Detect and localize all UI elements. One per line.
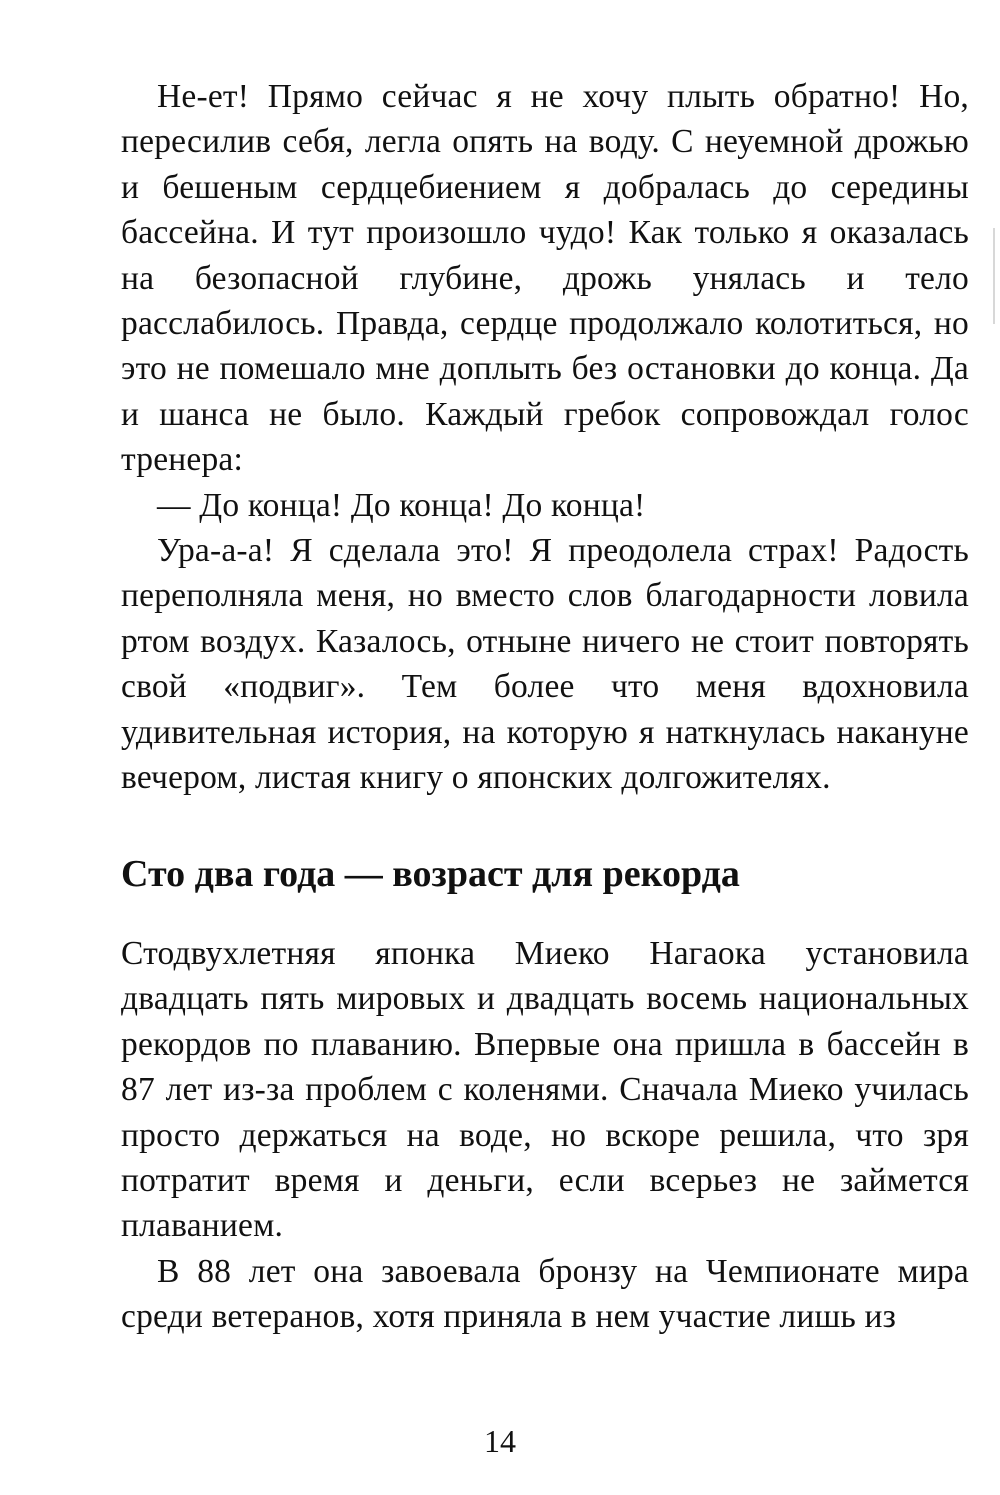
paragraph-coach-voice: — До конца! До конца! До конца! xyxy=(157,486,646,524)
section-heading: Сто два года — возраст для рекорда xyxy=(121,853,740,895)
paragraph-bronze-medal: В 88 лет она завоевала бронзу на Чемпионате мира среди ветеранов, хотя приняла в нем участие лишь из xyxy=(121,1252,969,1336)
paragraph-overcame-fear: Ура-а-а! Я сделала это! Я преодолела страх! Радость переполняла меня, но вместо слов благодарности ловила ртом воздух. Казалось, отныне ничего не стоит повторять свой «подвиг». Тем более что меня вдохновила удивительная история, на которую я наткнулась накануне вечером, листая книгу о японских долгожителях. xyxy=(121,532,969,797)
scan-edge-mark xyxy=(993,228,995,324)
page-number: 14 xyxy=(484,1423,516,1459)
body-text-top xyxy=(121,74,969,801)
paragraph-mieko-records: Стодвухлетняя японка Миеко Нагаока установила двадцать пять мировых и двадцать восемь национальных рекордов по плаванию. Впервые она пришла в бассейн в 87 лет из-за проблем с коленями. Сначала Миеко училась просто держаться на воде, но вскоре решила, что зря потратит время и деньги, если всерьез не займется плаванием. xyxy=(121,935,969,1245)
paragraph-swim-back: Не-ет! Прямо сейчас я не хочу плыть обратно! Но, пересилив себя, легла опять на воду. С неуемной дрожью и бешеным сердцебиением я добралась до середины бассейна. И тут произошло чудо! Как только я оказалась на безопасной глубине, дрожь унялась и тело расслабилось. Правда, сердце продолжало колотиться, но это не помешало мне доплыть без остановки до конца. Да и шанса не было. Каждый гребок сопровождал голос тренера: xyxy=(121,78,969,479)
body-text-bottom xyxy=(121,931,969,1340)
